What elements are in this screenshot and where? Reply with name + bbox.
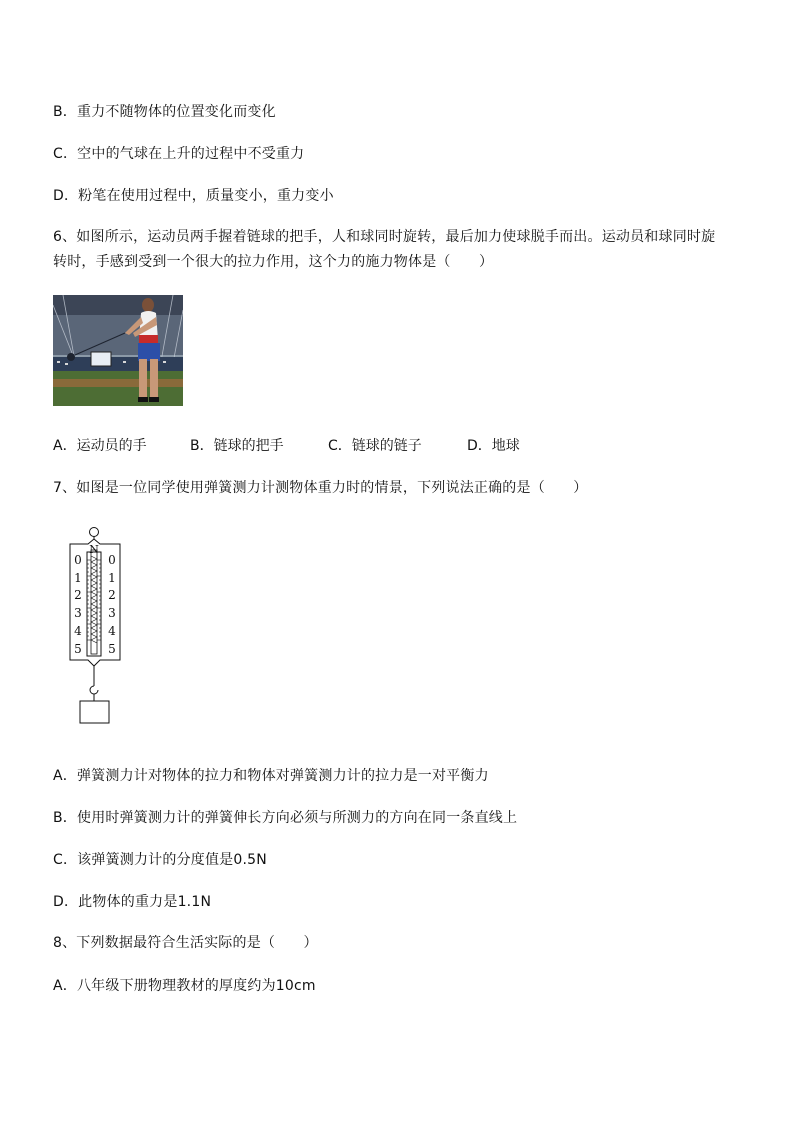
- scale-tick-right: 5: [108, 642, 116, 656]
- scale-tick-left: 1: [74, 571, 82, 585]
- question-8-option-a[interactable]: A．八年级下册物理教材的厚度约为10cm: [53, 978, 316, 994]
- q6-option-d[interactable]: D．地球: [467, 438, 520, 454]
- q6-option-a[interactable]: A．运动员的手: [53, 438, 147, 454]
- option-c-prev: C．空中的气球在上升的过程中不受重力: [53, 146, 305, 162]
- question-8: 8、下列数据最符合生活实际的是（ ）: [53, 935, 318, 951]
- question-7: 7、如图是一位同学使用弹簧测力计测物体重力时的情景，下列说法正确的是（ ）: [53, 480, 588, 496]
- scale-tick-right: 3: [108, 606, 116, 620]
- question-7-option-a[interactable]: A．弹簧测力计对物体的拉力和物体对弹簧测力计的拉力是一对平衡力: [53, 768, 489, 784]
- scale-tick-right: 2: [108, 588, 116, 602]
- scale-tick-right: 1: [108, 571, 116, 585]
- question-7-option-c[interactable]: C．该弹簧测力计的分度值是0.5N: [53, 852, 267, 868]
- scale-tick-left: 2: [74, 588, 82, 602]
- scale-tick-right: 4: [108, 624, 116, 638]
- question-6-line-2: 转时，手感到受到一个很大的拉力作用，这个力的施力物体是（ ）: [53, 254, 494, 270]
- scale-unit: N: [89, 543, 99, 556]
- scale-tick-right: 0: [108, 553, 116, 567]
- question-6-line-1: 6、如图所示，运动员两手握着链球的把手，人和球同时旋转，最后加力使球脱手而出。运动员和球同时旋: [53, 229, 716, 245]
- spring-scale-diagram: [66, 526, 126, 726]
- question-7-option-d[interactable]: D．此物体的重力是1.1N: [53, 894, 212, 910]
- q6-option-b[interactable]: B．链球的把手: [190, 438, 284, 454]
- hammer-throw-photo: [53, 295, 183, 406]
- scale-tick-left: 3: [74, 606, 82, 620]
- scale-tick-left: 4: [74, 624, 82, 638]
- scale-tick-left: 5: [74, 642, 82, 656]
- scale-tick-left: 0: [74, 553, 82, 567]
- q6-option-c[interactable]: C．链球的链子: [328, 438, 422, 454]
- option-d-prev: D．粉笔在使用过程中，质量变小，重力变小: [53, 188, 334, 204]
- question-7-option-b[interactable]: B．使用时弹簧测力计的弹簧伸长方向必须与所测力的方向在同一条直线上: [53, 810, 518, 826]
- option-b-prev: B．重力不随物体的位置变化而变化: [53, 104, 276, 120]
